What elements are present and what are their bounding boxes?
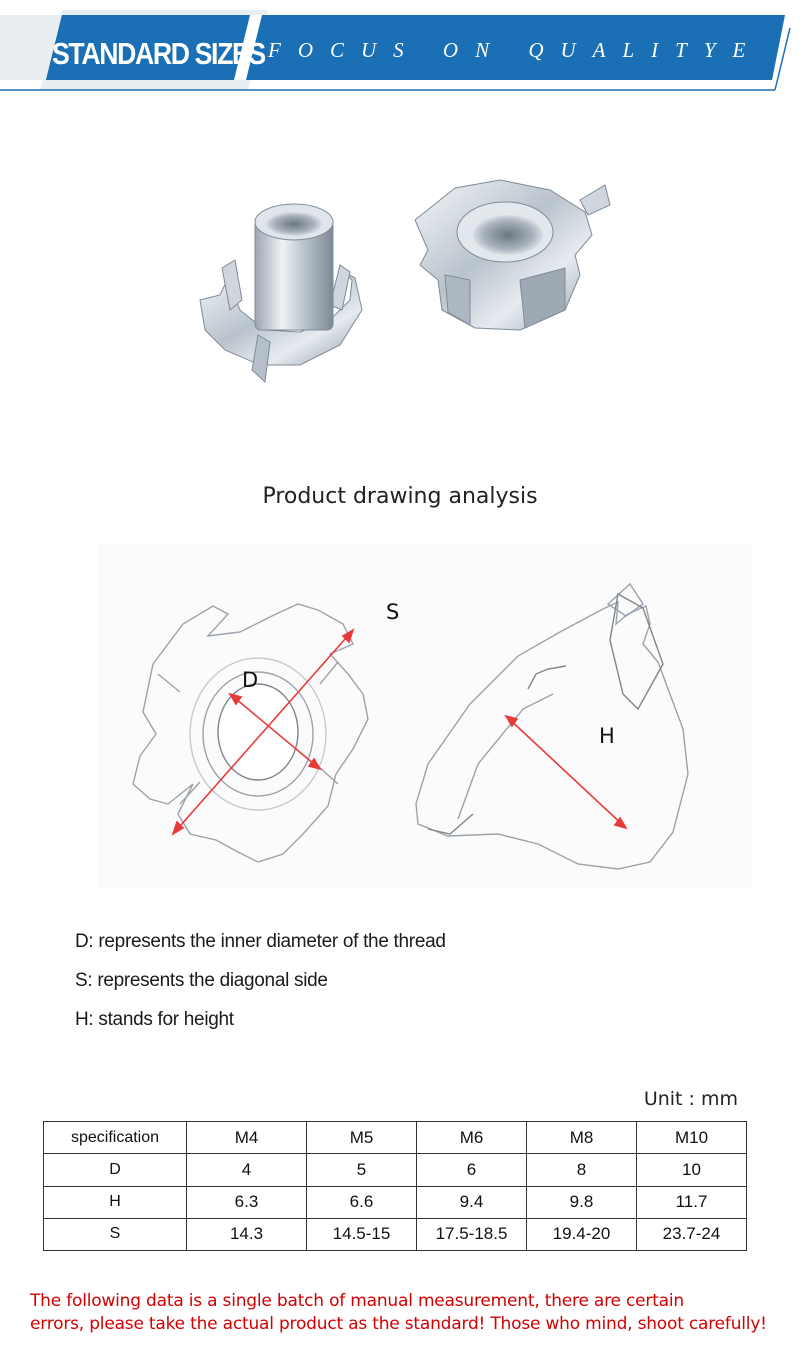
table-header-cell: specification [44,1122,187,1154]
table-cell: 6.6 [307,1186,417,1218]
measurement-notice [30,1290,795,1336]
table-cell: 19.4-20 [527,1218,637,1250]
banner-title: STANDARD SIZES [52,36,265,71]
notice-line: errors, please take the actual product as the standard! Those who mind, shoot carefully! [30,1314,767,1334]
table-cell: 10 [637,1154,747,1186]
drawing-sketch [98,544,753,889]
table-row-label: H [44,1186,187,1218]
header-banner [0,0,800,100]
table-cell: 6.3 [187,1186,307,1218]
table-cell: 11.7 [637,1186,747,1218]
tee-nut-left [200,204,362,382]
table-row-label: S [44,1218,187,1250]
table-row [44,1218,747,1250]
section-title: Product drawing analysis [262,484,538,509]
banner-tagline: FOCUS ON QUALITYE [268,38,763,62]
legend-s: S: represents the diagonal side [75,970,328,991]
table-cell: 14.3 [187,1218,307,1250]
table-header-cell: M4 [187,1122,307,1154]
legend-h: H: stands for height [75,1009,234,1030]
legend-d: D: represents the inner diameter of the thread [75,931,446,952]
table-cell: 4 [187,1154,307,1186]
notice-line: The following data is a single batch of manual measurement, there are certain [30,1291,685,1311]
table-cell: 17.5-18.5 [417,1218,527,1250]
dim-label-s: S [386,600,400,624]
table-row [44,1186,747,1218]
dimension-legend [75,928,446,1045]
table-cell: 6 [417,1154,527,1186]
tee-nut-right [415,180,610,330]
table-row [44,1154,747,1186]
table-header-cell: M5 [307,1122,417,1154]
table-cell: 14.5-15 [307,1218,417,1250]
table-cell: 8 [527,1154,637,1186]
table-header-cell: M8 [527,1122,637,1154]
nut-side-view [416,584,688,869]
table-cell: 9.8 [527,1186,637,1218]
table-header-row [44,1122,747,1154]
table-row-label: D [44,1154,187,1186]
product-photo-tee-nuts [180,160,640,410]
table-cell: 9.4 [417,1186,527,1218]
unit-label: Unit : mm [643,1088,738,1110]
dimension-drawing [98,544,753,889]
table-cell: 5 [307,1154,417,1186]
dim-label-d: D [242,668,259,692]
table-header-cell: M10 [637,1122,747,1154]
dim-label-h: H [599,724,615,748]
table-cell: 23.7-24 [637,1218,747,1250]
spec-table [43,1121,747,1251]
nut-top-view [133,604,368,862]
table-header-cell: M6 [417,1122,527,1154]
